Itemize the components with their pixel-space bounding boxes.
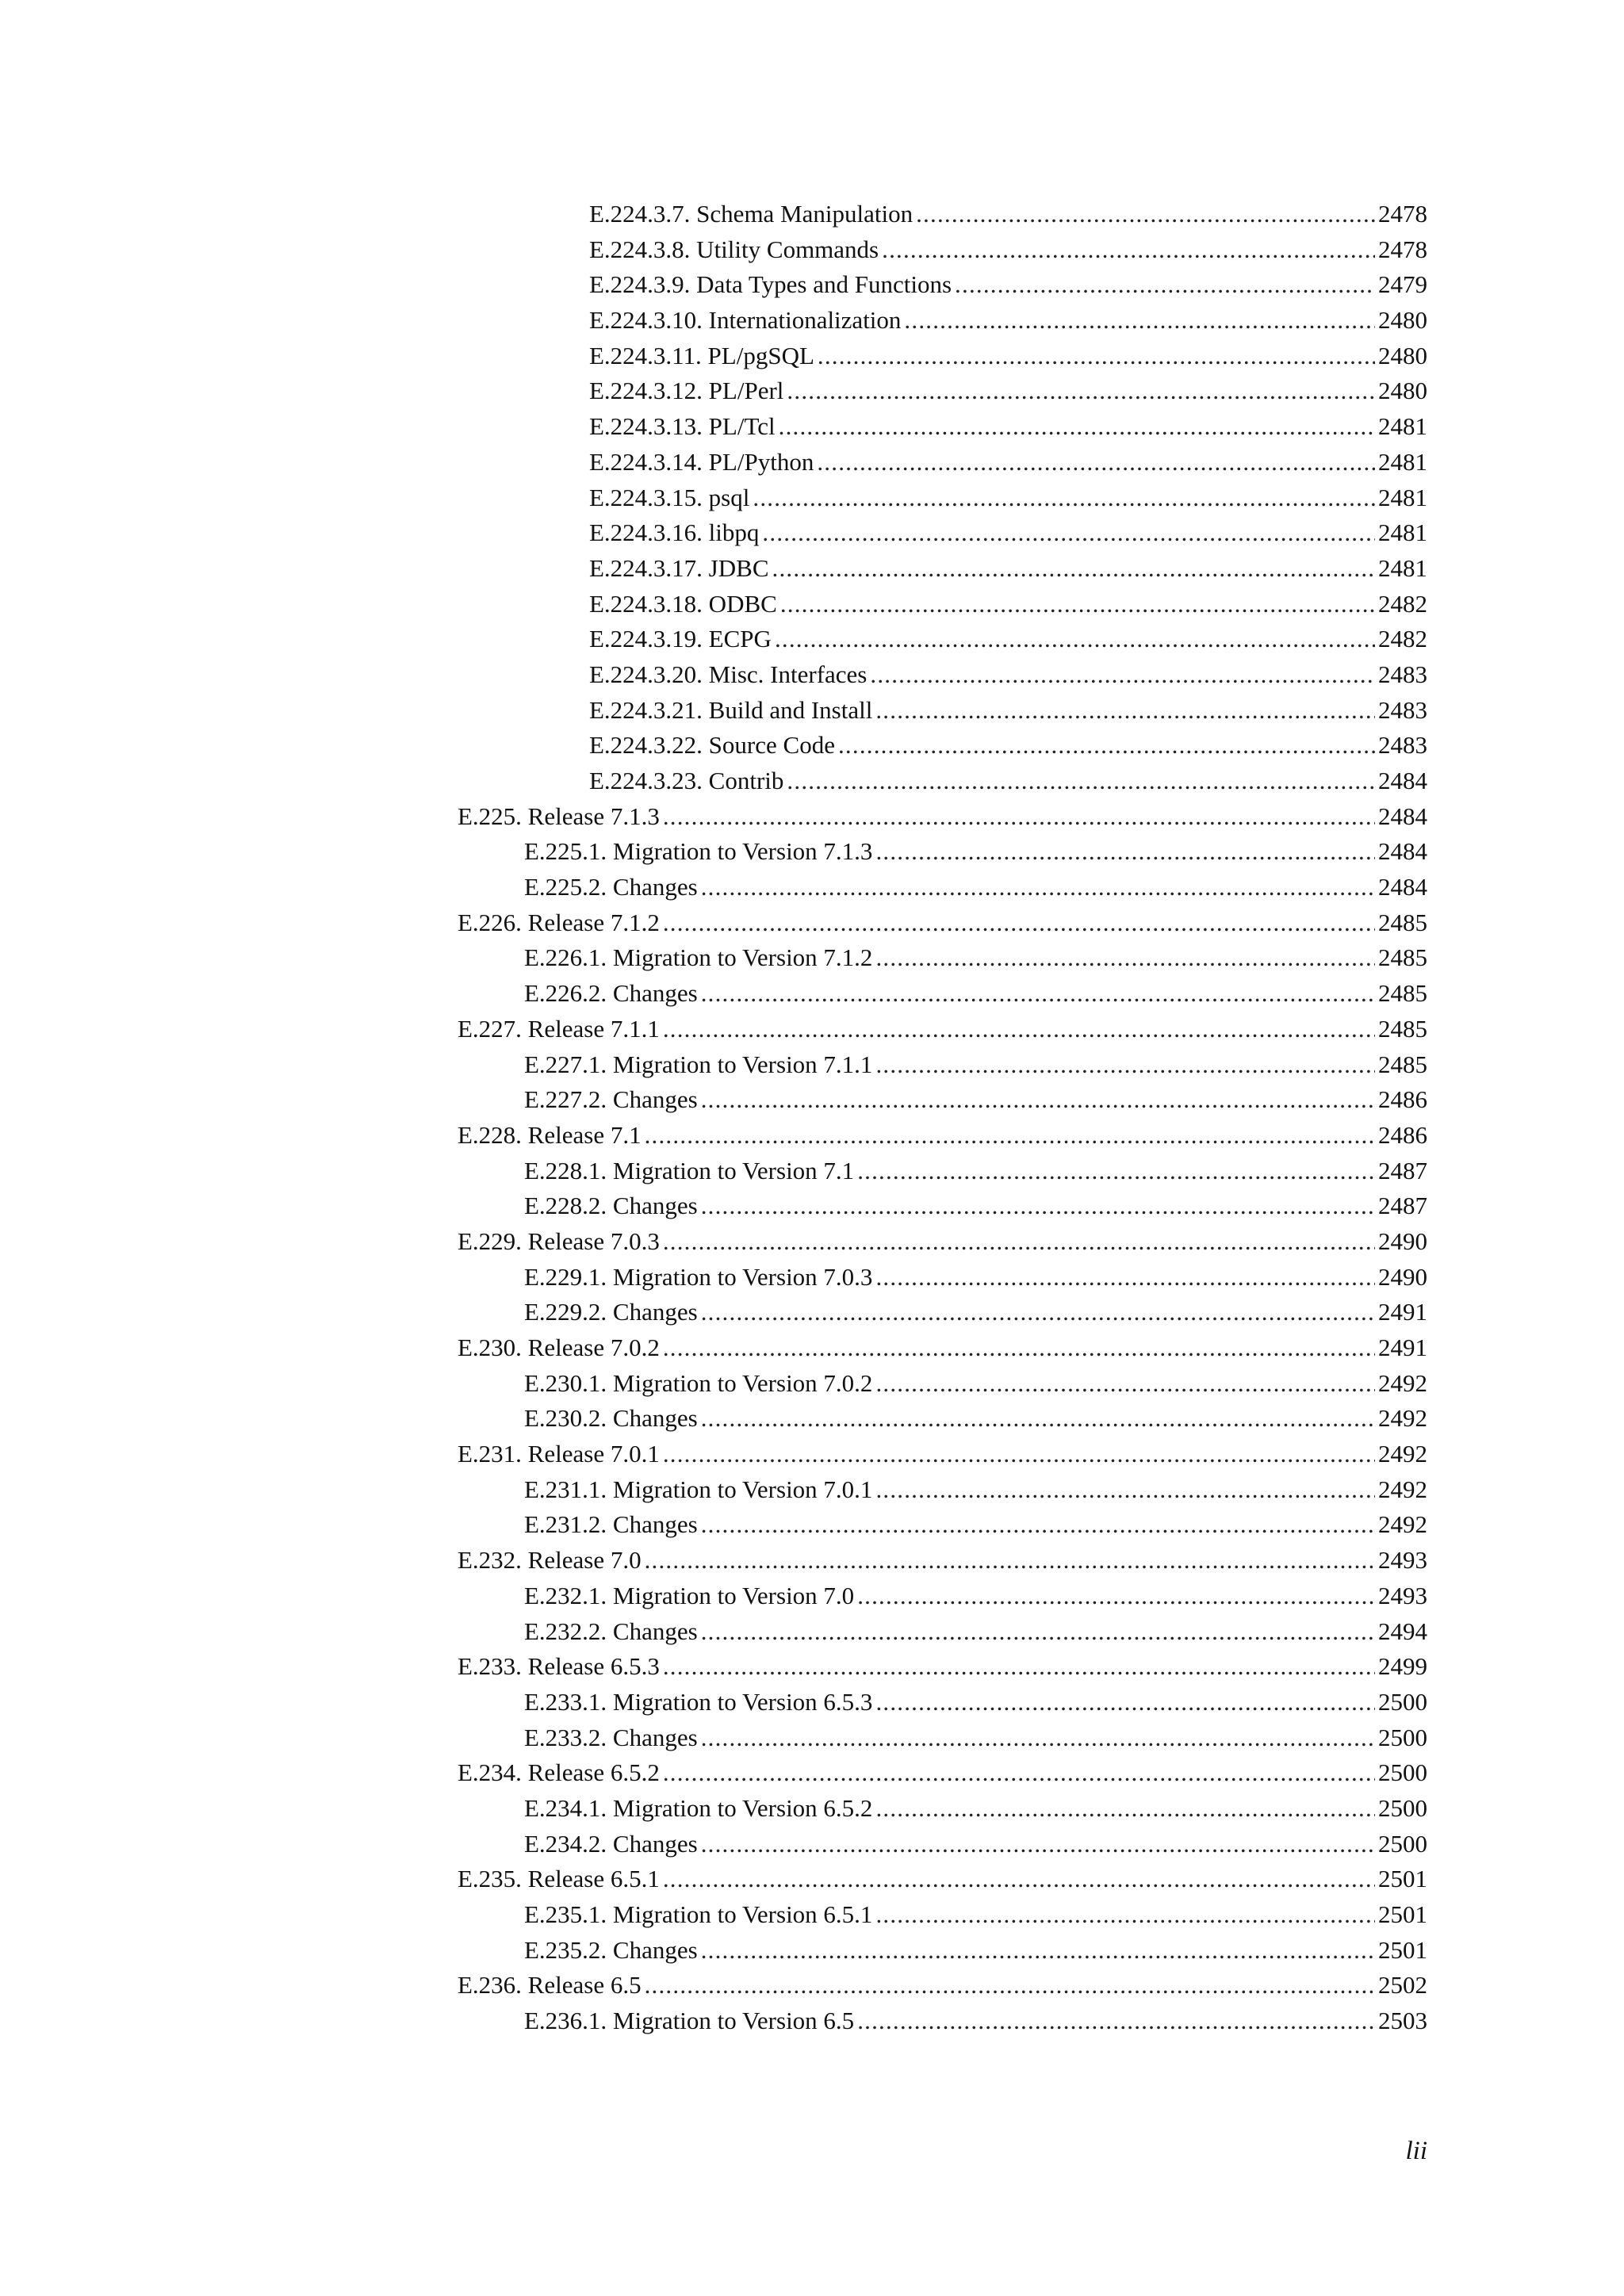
toc-entry-label: E.224.3.15. psql bbox=[589, 483, 750, 511]
toc-entry-label: E.229.1. Migration to Version 7.0.3 bbox=[524, 1262, 873, 1291]
toc-entry[interactable] bbox=[0, 1827, 1624, 1862]
toc-entry[interactable] bbox=[0, 1118, 1624, 1154]
dot-leader bbox=[645, 1118, 1375, 1154]
toc-entry[interactable] bbox=[0, 976, 1624, 1012]
toc-entry-label: E.224.3.17. JDBC bbox=[589, 553, 769, 582]
toc-entry-label: E.224.3.19. ECPG bbox=[589, 625, 772, 653]
toc-entry-label: E.226. Release 7.1.2 bbox=[458, 908, 660, 936]
dot-leader bbox=[663, 1330, 1375, 1366]
toc-entry-label: E.236. Release 6.5 bbox=[458, 1971, 642, 1999]
toc-entry-label: E.226.1. Migration to Version 7.1.2 bbox=[524, 943, 873, 972]
toc-entry-page: 2484 bbox=[1378, 767, 1427, 794]
toc-entry-page: 2482 bbox=[1378, 625, 1427, 653]
dot-leader bbox=[663, 1862, 1375, 1897]
dot-leader bbox=[663, 1755, 1375, 1791]
dot-leader bbox=[663, 1224, 1375, 1260]
toc-entry-page: 2487 bbox=[1378, 1156, 1427, 1184]
table-of-contents bbox=[0, 197, 1624, 2039]
toc-entry-page: 2483 bbox=[1378, 731, 1427, 760]
toc-entry[interactable] bbox=[0, 657, 1624, 693]
toc-entry[interactable] bbox=[0, 197, 1624, 232]
toc-entry-page: 2486 bbox=[1378, 1085, 1427, 1114]
toc-entry-label: E.225.1. Migration to Version 7.1.3 bbox=[524, 837, 873, 866]
toc-entry[interactable] bbox=[0, 1330, 1624, 1366]
toc-entry[interactable] bbox=[0, 1543, 1624, 1578]
dot-leader bbox=[882, 232, 1375, 268]
dot-leader bbox=[955, 267, 1375, 303]
toc-entry-page: 2485 bbox=[1378, 908, 1427, 936]
toc-entry-page: 2492 bbox=[1378, 1510, 1427, 1539]
dot-leader bbox=[701, 1188, 1375, 1224]
toc-entry[interactable] bbox=[0, 1401, 1624, 1437]
dot-leader bbox=[916, 197, 1375, 232]
toc-entry-page: 2484 bbox=[1378, 873, 1427, 901]
dot-leader bbox=[775, 622, 1375, 657]
toc-entry-page: 2485 bbox=[1378, 979, 1427, 1008]
toc-entry-label: E.230.2. Changes bbox=[524, 1404, 698, 1433]
toc-entry-label: E.225.2. Changes bbox=[524, 873, 698, 901]
toc-entry[interactable] bbox=[0, 373, 1624, 409]
toc-entry[interactable] bbox=[0, 693, 1624, 729]
toc-entry-page: 2492 bbox=[1378, 1475, 1427, 1503]
toc-entry-label: E.224.3.21. Build and Install bbox=[589, 695, 873, 724]
toc-entry-label: E.232. Release 7.0 bbox=[458, 1546, 642, 1575]
dot-leader bbox=[779, 409, 1375, 445]
toc-entry-page: 2484 bbox=[1378, 837, 1427, 866]
dot-leader bbox=[904, 303, 1375, 339]
toc-entry-page: 2490 bbox=[1378, 1262, 1427, 1291]
toc-entry[interactable] bbox=[0, 1224, 1624, 1260]
toc-entry[interactable] bbox=[0, 1047, 1624, 1083]
toc-entry[interactable] bbox=[0, 1260, 1624, 1295]
toc-entry-page: 2481 bbox=[1378, 483, 1427, 511]
dot-leader bbox=[870, 657, 1375, 693]
toc-entry-page: 2501 bbox=[1378, 1900, 1427, 1928]
toc-entry[interactable] bbox=[0, 1507, 1624, 1543]
dot-leader bbox=[875, 940, 1375, 976]
dot-leader bbox=[875, 693, 1375, 729]
toc-entry-label: E.224.3.14. PL/Python bbox=[589, 447, 814, 476]
toc-entry[interactable] bbox=[0, 728, 1624, 763]
toc-entry-page: 2485 bbox=[1378, 1014, 1427, 1043]
dot-leader bbox=[857, 1154, 1375, 1189]
toc-entry-page: 2490 bbox=[1378, 1226, 1427, 1255]
toc-entry-page: 2502 bbox=[1378, 1971, 1427, 1999]
dot-leader bbox=[701, 976, 1375, 1012]
toc-entry-label: E.227. Release 7.1.1 bbox=[458, 1014, 660, 1043]
toc-entry-label: E.224.3.23. Contrib bbox=[589, 767, 784, 794]
dot-leader bbox=[753, 480, 1375, 516]
toc-entry-page: 2480 bbox=[1378, 306, 1427, 335]
toc-entry-page: 2481 bbox=[1378, 447, 1427, 476]
toc-entry[interactable] bbox=[0, 1578, 1624, 1614]
toc-entry-page: 2500 bbox=[1378, 1829, 1427, 1858]
dot-leader bbox=[762, 515, 1375, 551]
dot-leader bbox=[875, 834, 1375, 870]
toc-entry[interactable] bbox=[0, 1720, 1624, 1756]
toc-entry-page: 2485 bbox=[1378, 943, 1427, 972]
dot-leader bbox=[875, 1260, 1375, 1295]
toc-entry-label: E.225. Release 7.1.3 bbox=[458, 802, 660, 830]
toc-entry-page: 2478 bbox=[1378, 200, 1427, 228]
toc-entry[interactable] bbox=[0, 480, 1624, 516]
toc-entry-label: E.229. Release 7.0.3 bbox=[458, 1226, 660, 1255]
toc-entry-label: E.224.3.12. PL/Perl bbox=[589, 377, 784, 405]
dot-leader bbox=[857, 1578, 1375, 1614]
toc-entry-page: 2481 bbox=[1378, 553, 1427, 582]
toc-entry[interactable] bbox=[0, 763, 1624, 799]
toc-entry[interactable] bbox=[0, 1188, 1624, 1224]
toc-entry-label: E.235.1. Migration to Version 6.5.1 bbox=[524, 1900, 873, 1928]
toc-entry[interactable] bbox=[0, 267, 1624, 303]
toc-entry-label: E.224.3.20. Misc. Interfaces bbox=[589, 660, 868, 688]
toc-entry-label: E.227.2. Changes bbox=[524, 1085, 698, 1114]
toc-entry-page: 2480 bbox=[1378, 341, 1427, 369]
dot-leader bbox=[701, 1933, 1375, 1969]
toc-entry-label: E.233.2. Changes bbox=[524, 1723, 698, 1751]
dot-leader bbox=[701, 1614, 1375, 1650]
toc-entry-label: E.233. Release 6.5.3 bbox=[458, 1652, 660, 1681]
toc-entry-page: 2483 bbox=[1378, 695, 1427, 724]
toc-entry-label: E.231.2. Changes bbox=[524, 1510, 698, 1539]
toc-entry-label: E.228.1. Migration to Version 7.1 bbox=[524, 1156, 855, 1184]
toc-entry-page: 2479 bbox=[1378, 270, 1427, 299]
toc-entry-page: 2503 bbox=[1378, 2007, 1427, 2035]
dot-leader bbox=[818, 339, 1375, 374]
toc-entry-label: E.233.1. Migration to Version 6.5.3 bbox=[524, 1687, 873, 1716]
toc-entry-page: 2494 bbox=[1378, 1617, 1427, 1645]
toc-entry[interactable] bbox=[0, 1755, 1624, 1791]
toc-entry[interactable] bbox=[0, 1614, 1624, 1650]
toc-entry-page: 2500 bbox=[1378, 1758, 1427, 1787]
dot-leader bbox=[645, 1543, 1375, 1578]
dot-leader bbox=[875, 1685, 1375, 1720]
dot-leader bbox=[875, 1366, 1375, 1402]
toc-entry-page: 2500 bbox=[1378, 1723, 1427, 1751]
toc-entry-label: E.224.3.18. ODBC bbox=[589, 589, 777, 618]
toc-entry[interactable] bbox=[0, 1437, 1624, 1472]
toc-entry-page: 2485 bbox=[1378, 1050, 1427, 1078]
toc-entry-page: 2487 bbox=[1378, 1192, 1427, 1220]
toc-entry-label: E.224.3.7. Schema Manipulation bbox=[589, 200, 914, 228]
toc-entry-label: E.232.1. Migration to Version 7.0 bbox=[524, 1581, 855, 1609]
toc-entry-page: 2481 bbox=[1378, 519, 1427, 547]
toc-entry[interactable] bbox=[0, 1685, 1624, 1720]
toc-entry[interactable] bbox=[0, 1933, 1624, 1969]
dot-leader bbox=[875, 1897, 1375, 1933]
toc-entry-page: 2484 bbox=[1378, 802, 1427, 830]
toc-entry-page: 2493 bbox=[1378, 1546, 1427, 1575]
toc-entry[interactable] bbox=[0, 515, 1624, 551]
toc-entry-page: 2493 bbox=[1378, 1581, 1427, 1609]
toc-entry[interactable] bbox=[0, 1295, 1624, 1330]
toc-entry-label: E.231. Release 7.0.1 bbox=[458, 1440, 660, 1468]
toc-entry-page: 2500 bbox=[1378, 1793, 1427, 1822]
toc-entry-page: 2486 bbox=[1378, 1120, 1427, 1149]
toc-entry-label: E.231.1. Migration to Version 7.0.1 bbox=[524, 1475, 873, 1503]
dot-leader bbox=[780, 587, 1375, 622]
toc-entry-label: E.235.2. Changes bbox=[524, 1935, 698, 1964]
toc-entry[interactable] bbox=[0, 940, 1624, 976]
dot-leader bbox=[663, 1012, 1375, 1047]
toc-entry-page: 2501 bbox=[1378, 1865, 1427, 1893]
dot-leader bbox=[875, 1791, 1375, 1827]
dot-leader bbox=[663, 905, 1375, 941]
dot-leader bbox=[663, 1437, 1375, 1472]
toc-entry[interactable] bbox=[0, 1472, 1624, 1508]
toc-entry-page: 2492 bbox=[1378, 1404, 1427, 1433]
toc-entry[interactable] bbox=[0, 905, 1624, 941]
toc-entry-page: 2491 bbox=[1378, 1298, 1427, 1326]
toc-entry-page: 2491 bbox=[1378, 1334, 1427, 1361]
toc-entry-label: E.224.3.13. PL/Tcl bbox=[589, 412, 776, 441]
dot-leader bbox=[817, 445, 1375, 480]
toc-entry-page: 2482 bbox=[1378, 589, 1427, 618]
toc-entry[interactable] bbox=[0, 834, 1624, 870]
toc-entry[interactable] bbox=[0, 1154, 1624, 1189]
dot-leader bbox=[787, 763, 1375, 799]
toc-entry-label: E.227.1. Migration to Version 7.1.1 bbox=[524, 1050, 873, 1078]
toc-entry-label: E.224.3.11. PL/pgSQL bbox=[589, 341, 814, 369]
toc-entry-label: E.234.1. Migration to Version 6.5.2 bbox=[524, 1793, 873, 1822]
toc-entry[interactable] bbox=[0, 339, 1624, 374]
toc-entry-label: E.234. Release 6.5.2 bbox=[458, 1758, 660, 1787]
toc-entry-label: E.230.1. Migration to Version 7.0.2 bbox=[524, 1368, 873, 1397]
toc-entry-label: E.224.3.16. libpq bbox=[589, 519, 760, 547]
dot-leader bbox=[857, 2003, 1375, 2039]
dot-leader bbox=[701, 1082, 1375, 1118]
dot-leader bbox=[875, 1047, 1375, 1083]
toc-entry[interactable] bbox=[0, 799, 1624, 835]
toc-entry-page: 2481 bbox=[1378, 412, 1427, 441]
toc-entry[interactable] bbox=[0, 1649, 1624, 1685]
toc-entry[interactable] bbox=[0, 445, 1624, 480]
dot-leader bbox=[701, 1401, 1375, 1437]
toc-entry[interactable] bbox=[0, 1862, 1624, 1897]
toc-entry[interactable] bbox=[0, 587, 1624, 622]
toc-entry-label: E.226.2. Changes bbox=[524, 979, 698, 1008]
toc-entry[interactable] bbox=[0, 2003, 1624, 2039]
dot-leader bbox=[701, 1295, 1375, 1330]
toc-entry-label: E.235. Release 6.5.1 bbox=[458, 1865, 660, 1893]
toc-entry-label: E.236.1. Migration to Version 6.5 bbox=[524, 2007, 855, 2035]
toc-entry-page: 2501 bbox=[1378, 1935, 1427, 1964]
toc-entry-label: E.224.3.9. Data Types and Functions bbox=[589, 270, 952, 299]
dot-leader bbox=[772, 551, 1376, 587]
toc-entry[interactable] bbox=[0, 409, 1624, 445]
toc-entry[interactable] bbox=[0, 303, 1624, 339]
toc-entry-page: 2492 bbox=[1378, 1440, 1427, 1468]
dot-leader bbox=[701, 870, 1375, 905]
toc-entry[interactable] bbox=[0, 1012, 1624, 1047]
dot-leader bbox=[701, 1507, 1375, 1543]
dot-leader bbox=[663, 1649, 1375, 1685]
dot-leader bbox=[787, 373, 1375, 409]
toc-entry[interactable] bbox=[0, 622, 1624, 657]
dot-leader bbox=[663, 799, 1375, 835]
toc-entry[interactable] bbox=[0, 551, 1624, 587]
page-number: lii bbox=[1405, 2137, 1427, 2165]
toc-entry-page: 2478 bbox=[1378, 235, 1427, 263]
toc-entry[interactable] bbox=[0, 1082, 1624, 1118]
toc-entry-page: 2492 bbox=[1378, 1368, 1427, 1397]
toc-entry-page: 2500 bbox=[1378, 1687, 1427, 1716]
toc-entry-label: E.224.3.10. Internationalization bbox=[589, 306, 902, 335]
toc-entry-label: E.232.2. Changes bbox=[524, 1617, 698, 1645]
toc-entry[interactable] bbox=[0, 870, 1624, 905]
dot-leader bbox=[701, 1827, 1375, 1862]
toc-entry[interactable] bbox=[0, 1791, 1624, 1827]
dot-leader bbox=[875, 1472, 1375, 1508]
dot-leader bbox=[838, 728, 1375, 763]
toc-entry[interactable] bbox=[0, 1897, 1624, 1933]
toc-entry-label: E.230. Release 7.0.2 bbox=[458, 1334, 660, 1361]
toc-entry-page: 2499 bbox=[1378, 1652, 1427, 1681]
dot-leader bbox=[645, 1968, 1375, 2003]
toc-entry-page: 2480 bbox=[1378, 377, 1427, 405]
toc-entry-label: E.229.2. Changes bbox=[524, 1298, 698, 1326]
toc-entry-label: E.224.3.8. Utility Commands bbox=[589, 235, 879, 263]
toc-entry[interactable] bbox=[0, 1968, 1624, 2003]
toc-entry[interactable] bbox=[0, 232, 1624, 268]
dot-leader bbox=[701, 1720, 1375, 1756]
toc-entry-page: 2483 bbox=[1378, 660, 1427, 688]
toc-entry-label: E.234.2. Changes bbox=[524, 1829, 698, 1858]
toc-entry-label: E.224.3.22. Source Code bbox=[589, 731, 835, 760]
toc-entry-label: E.228. Release 7.1 bbox=[458, 1120, 642, 1149]
toc-entry[interactable] bbox=[0, 1366, 1624, 1402]
toc-entry-label: E.228.2. Changes bbox=[524, 1192, 698, 1220]
